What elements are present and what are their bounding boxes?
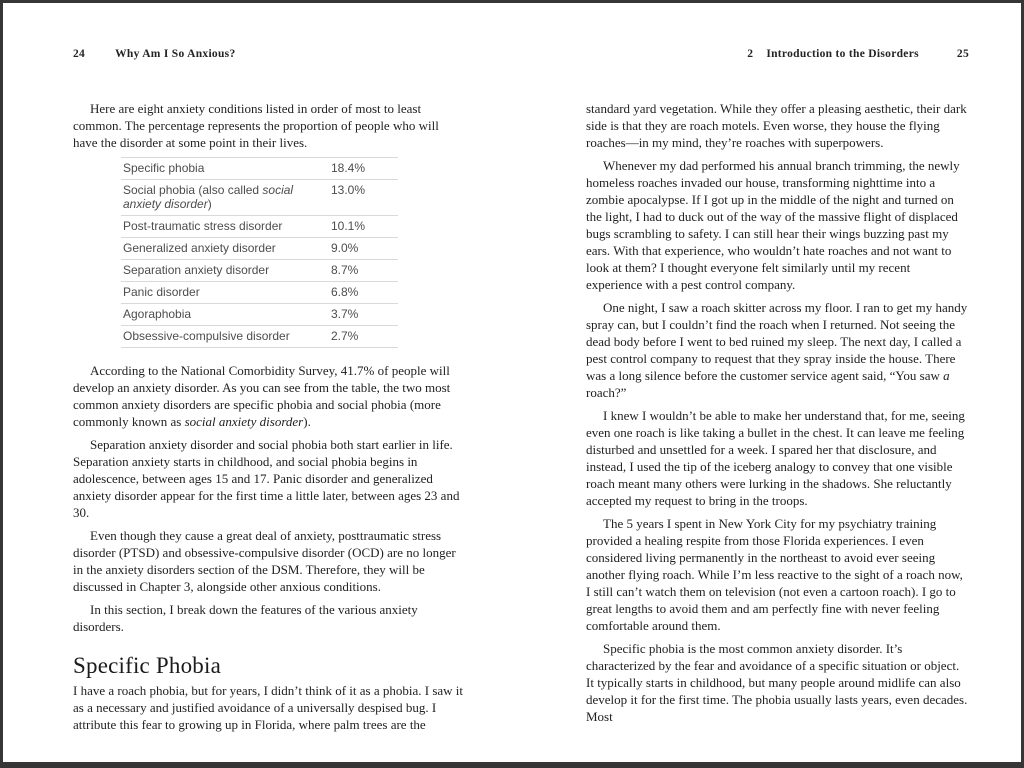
disorder-prevalence: 13.0% bbox=[331, 183, 366, 197]
body-paragraph: The 5 years I spent in New York City for my psychiatry training provided a healing respite from those Florida experiences. I even considered living permanently in the northeast to avoid ever seeing another flying roach. While I’m less reactive to the sight of a roach now, I still can’t watch them on television (not even a cartoon roach). I go to great lengths to avoid them and am perfectly fine with never feeling comfortable around them. bbox=[586, 516, 963, 633]
disorder-name: Separation anxiety disorder bbox=[123, 263, 270, 277]
table-row bbox=[121, 303, 398, 325]
page-24 bbox=[73, 47, 465, 739]
body-paragraph: Even though they cause a great deal of anxiety, posttraumatic stress disorder (PTSD) and obsessive-compulsive disorder (OCD) are no longer in the anxiety disorders section of the DSM. Therefore, they will be discussed in Chapter 3, alongside other anxious conditions. bbox=[73, 528, 456, 594]
table-row bbox=[121, 215, 398, 237]
running-title-left: Why Am I So Anxious? bbox=[115, 48, 236, 60]
disorder-name: Agoraphobia bbox=[123, 307, 192, 321]
running-title-right: Introduction to the Disorders bbox=[766, 48, 919, 60]
table-row bbox=[121, 281, 398, 303]
disorder-prevalence: 3.7% bbox=[331, 307, 359, 321]
body-paragraph: One night, I saw a roach skitter across my floor. I ran to get my handy spray can, but I couldn’t find the roach when I returned. Not seeing the dead body before I went to bed ruined my sleep. The next day, I called a pest control company to request that they spray inside the house. There was a long silence before the customer service agent said, “You saw a roach?” bbox=[586, 300, 968, 400]
disorder-prevalence: 6.8% bbox=[331, 285, 359, 299]
disorder-name: Panic disorder bbox=[123, 285, 200, 299]
body-paragraph: Specific phobia is the most common anxiety disorder. It’s characterized by the fear and avoidance of a specific situation or object. It typically starts in childhood, but many people around midlife can also develop it for the first time. The phobia usually lasts years, even decades. Most bbox=[586, 641, 968, 724]
body-paragraph: According to the National Comorbidity Survey, 41.7% of people will develop an anxiety disorder. As you can see from the table, the two most common anxiety disorders are specific phobia and social phobia (more commonly known as social anxiety disorder). bbox=[73, 363, 451, 429]
disorder-prevalence-table bbox=[121, 157, 398, 348]
disorder-name: Generalized anxiety disorder bbox=[123, 241, 276, 255]
page-number-right: 25 bbox=[956, 48, 969, 60]
disorder-prevalence: 18.4% bbox=[331, 161, 366, 175]
disorder-name: Post-traumatic stress disorder bbox=[123, 219, 283, 233]
disorder-name: Obsessive-compulsive disorder bbox=[123, 329, 290, 343]
disorder-name: Social phobia (also called social anxiety disorder) bbox=[123, 183, 294, 211]
page-25 bbox=[586, 47, 969, 731]
table-row bbox=[121, 237, 398, 259]
intro-paragraph: Here are eight anxiety conditions listed in order of most to least common. The percentage represents the proportion of people who will have the disorder at some point in their lives. bbox=[73, 101, 439, 150]
disorder-prevalence: 10.1% bbox=[331, 219, 366, 233]
body-paragraph: standard yard vegetation. While they offer a pleasing aesthetic, their dark side is that they are roach motels. Even worse, they house the flying roaches—in my mind, they’re roaches with superpowers. bbox=[586, 101, 967, 150]
disorder-prevalence: 9.0% bbox=[331, 241, 359, 255]
table-row bbox=[121, 259, 398, 281]
page-number-left: 24 bbox=[73, 48, 86, 60]
table-row bbox=[121, 325, 398, 347]
disorder-name: Specific phobia bbox=[123, 161, 205, 175]
section-heading-specific-phobia: Specific Phobia bbox=[73, 653, 221, 678]
body-paragraph: I knew I wouldn’t be able to make her understand that, for me, seeing even one roach is like taking a bullet in the chest. It can leave me feeling disturbed and unsettled for a week. I spared her that disclosure, and instead, I used the tip of the iceberg analogy to convey that one visible roach meant many others were lurking in the shadows. She reluctantly accepted my request to bring in the troops. bbox=[586, 408, 965, 508]
running-head-left bbox=[73, 47, 465, 62]
disorder-prevalence: 8.7% bbox=[331, 263, 359, 277]
body-paragraph: Whenever my dad performed his annual branch trimming, the newly homeless roaches invaded our house, transforming nighttime into a zombie apocalypse. If I got up in the middle of the night and turned on the light, I had to duck out of the way of the massive flight of displaced bugs scrambling to safety. I can still hear their wings buzzing past my ears. With that experience, who wouldn’t hate roaches and not want to look at them? I thought everyone felt similarly until my recent experience with a pest control company. bbox=[586, 158, 960, 292]
disorder-prevalence: 2.7% bbox=[331, 329, 359, 343]
running-head-right bbox=[586, 47, 969, 62]
chapter-number: 2 bbox=[747, 48, 754, 60]
table-row bbox=[121, 179, 398, 215]
book-spread bbox=[3, 3, 1021, 762]
section-paragraph: I have a roach phobia, but for years, I didn’t think of it as a phobia. I saw it as a necessary and justified avoidance of a universally despised bug. I attribute this fear to growing up in Florida, where palm trees are the bbox=[73, 683, 464, 732]
table-row bbox=[121, 157, 398, 179]
body-paragraph: In this section, I break down the features of the various anxiety disorders. bbox=[73, 602, 418, 634]
body-paragraph: Separation anxiety disorder and social phobia both start earlier in life. Separation anxiety starts in childhood, and social phobia begins in adolescence, between ages 15 and 17. Panic disorder and generalized anxiety disorder appear for the first time a little later, between ages 23 and 30. bbox=[73, 437, 460, 520]
